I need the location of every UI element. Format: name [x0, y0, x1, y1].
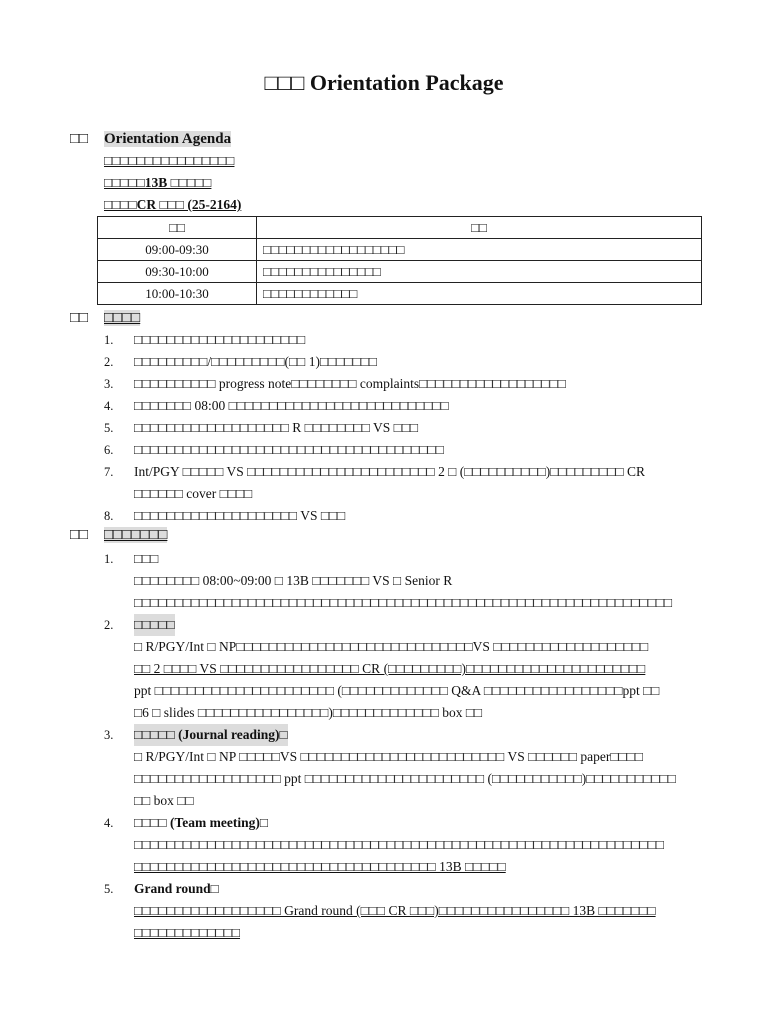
agenda-line-contact: □□□□CR □□□ (25-2164): [104, 197, 242, 212]
item-number: 6.: [104, 443, 114, 457]
item-number: 2.: [104, 618, 114, 632]
rules-list: [104, 329, 694, 527]
item-body: □□ box □□: [134, 793, 194, 808]
item-title: □□□□ (Team meeting)□: [134, 815, 268, 830]
section-heading-activities: [70, 527, 167, 544]
table-header-time: □□: [98, 217, 257, 239]
agenda-line-1: □□□□□□□□□□□□□□□□: [104, 153, 235, 168]
list-item: [104, 614, 694, 724]
list-item: [104, 395, 694, 417]
agenda-line-location: □□□□□13B □□□□□: [104, 175, 212, 190]
item-body: □□□□□□□□□□□□□□□□□□ ppt □□□□□□□□□□□□□□□□□□□□□□ (□□□□□□□□□□□)□□□□□□□□□□□: [134, 771, 676, 786]
item-number: 5.: [104, 421, 114, 435]
item-text: □□□□□□□□□□□□□□□□□□□ R □□□□□□□□ VS □□□: [134, 420, 419, 435]
section-heading-rules: [70, 310, 140, 327]
section-number: □□: [70, 131, 89, 147]
item-text: □□□□□□□□□□□□□□□□□□□□□: [134, 332, 306, 347]
list-item: [104, 461, 694, 505]
list-item: [104, 812, 694, 878]
item-title: □□□□□: [134, 614, 175, 636]
list-item: [104, 351, 694, 373]
item-text: □□□□□□□□□□ progress note□□□□□□□□ complaints□□□□□□□□□□□□□□□□□□: [134, 376, 566, 391]
section-title: □□□□□□□: [104, 527, 168, 543]
item-number: 2.: [104, 355, 114, 369]
section-heading-agenda: [70, 131, 231, 148]
agenda-table: [97, 216, 702, 305]
list-item: [104, 373, 694, 395]
item-number: 5.: [104, 882, 114, 896]
item-title: Grand round□: [134, 881, 219, 896]
list-item: [104, 505, 694, 527]
item-text: □□□□□□□□□/□□□□□□□□□(□□ 1)□□□□□□□: [134, 354, 378, 369]
item-title: □□□□□ (Journal reading)□: [134, 724, 288, 746]
item-number: 3.: [104, 728, 114, 742]
list-item: [104, 439, 694, 461]
item-number: 3.: [104, 377, 114, 391]
item-body: □ R/PGY/Int □ NP □□□□□VS □□□□□□□□□□□□□□□□□□□□□□□□□ VS □□□□□□ paper□□□□: [134, 749, 643, 764]
item-body: □□□□□□□□□□□□□□□□□□□□□□□□□□□□□□□□□□□□□□□□□□□□□□□□□□□□□□□□□□□□□□□□□: [134, 837, 665, 852]
table-cell-item: □□□□□□□□□□□□: [257, 283, 702, 305]
item-text: □□□□□□□□□□□□□□□□□□□□ VS □□□: [134, 508, 346, 523]
table-cell-time: 09:30-10:00: [98, 261, 257, 283]
section-number: □□: [70, 310, 89, 326]
list-item: [104, 548, 694, 614]
item-body: □6 □ slides □□□□□□□□□□□□□□□□)□□□□□□□□□□□□□ box □□: [134, 705, 483, 720]
item-text: Int/PGY □□□□□ VS □□□□□□□□□□□□□□□□□□□□□□□ 2 □ (□□□□□□□□□□)□□□□□□□□□ CR □□□□□□ cover □□□□: [134, 464, 646, 501]
section-title: Orientation Agenda: [104, 131, 232, 147]
document-title: □□□ Orientation Package: [264, 70, 504, 95]
item-number: 4.: [104, 399, 114, 413]
item-body-emphasis: □□ 2 □□□□ VS □□□□□□□□□□□□□□□□□ CR (□□□□□□□□□)□□□□□□□□□□□□□□□□□□□□□□: [134, 661, 646, 676]
table-cell-time: 09:00-09:30: [98, 239, 257, 261]
item-body: □ R/PGY/Int □ NP□□□□□□□□□□□□□□□□□□□□□□□□□□□□□VS □□□□□□□□□□□□□□□□□□□: [134, 639, 649, 654]
item-number: 7.: [104, 465, 114, 479]
section-title: □□□□: [104, 310, 141, 326]
list-item: [104, 417, 694, 439]
table-header-item: □□: [257, 217, 702, 239]
item-number: 1.: [104, 333, 114, 347]
item-body-emphasis: □□□□□□□□□□□□□□□□□□□□□□□□□□□□□□□□□□□□□ 13B □□□□□: [134, 859, 506, 874]
table-header-row: [98, 217, 702, 239]
list-item: [104, 329, 694, 351]
item-body: □□□□□□□□ 08:00~09:00 □ 13B □□□□□□□ VS □ Senior R □□□□□□□□□□□□□□□□□□□□□□□□□□□□□□□□□□□□□□□□□□□□□□□□□□□□□□□□□□□□□□□□□□: [134, 573, 673, 610]
list-item: [104, 724, 694, 812]
item-number: 8.: [104, 509, 114, 523]
item-body-emphasis: □□□□□□□□□□□□□□□□□□ Grand round (□□□ CR □□□)□□□□□□□□□□□□□□□□ 13B □□□□□□□: [134, 903, 656, 918]
table-cell-time: 10:00-10:30: [98, 283, 257, 305]
section-number: □□: [70, 527, 89, 543]
activities-list: [104, 548, 694, 944]
item-title: □□□: [134, 551, 159, 566]
item-text: □□□□□□□ 08:00 □□□□□□□□□□□□□□□□□□□□□□□□□□□: [134, 398, 449, 413]
table-row: [98, 261, 702, 283]
item-body: ppt □□□□□□□□□□□□□□□□□□□□□□ (□□□□□□□□□□□□□ Q&A □□□□□□□□□□□□□□□□□ppt □□: [134, 683, 660, 698]
item-text: □□□□□□□□□□□□□□□□□□□□□□□□□□□□□□□□□□□□□□: [134, 442, 444, 457]
item-number: 4.: [104, 816, 114, 830]
item-body-emphasis: □□□□□□□□□□□□□: [134, 925, 241, 940]
table-row: [98, 239, 702, 261]
item-number: 1.: [104, 552, 114, 566]
list-item: [104, 878, 694, 944]
table-cell-item: □□□□□□□□□□□□□□□□□□: [257, 239, 702, 261]
table-row: [98, 283, 702, 305]
table-cell-item: □□□□□□□□□□□□□□□: [257, 261, 702, 283]
